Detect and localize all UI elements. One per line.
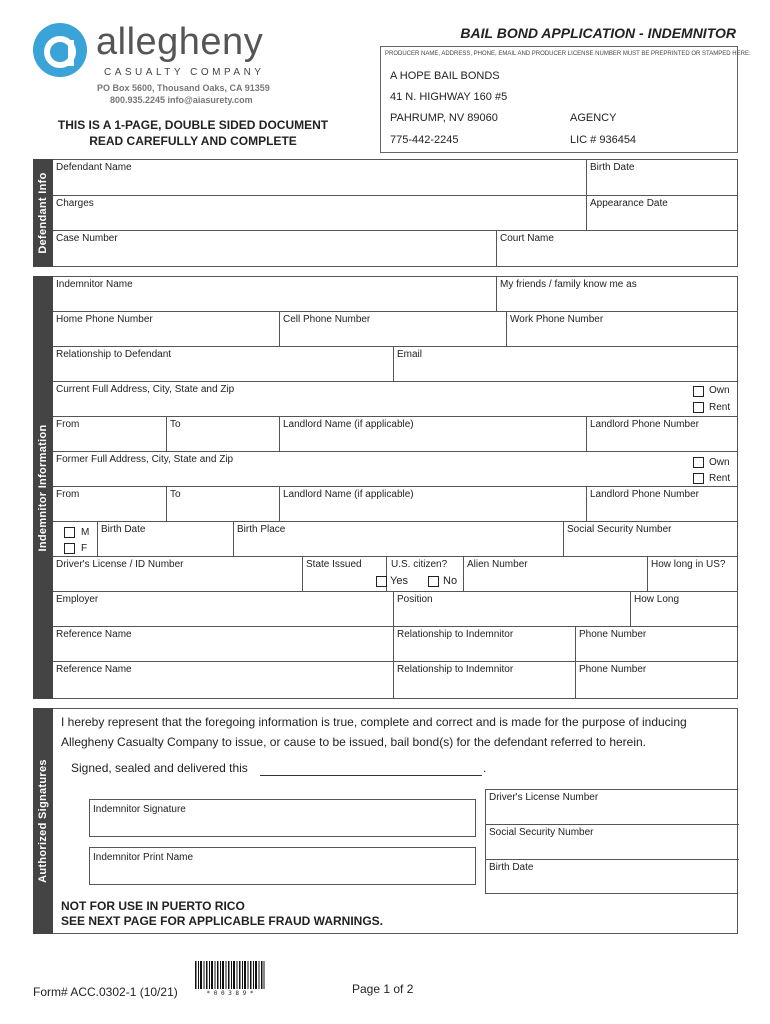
producer-street: 41 N. HIGHWAY 160 #5 [390, 91, 508, 103]
sig-ssn-field[interactable] [486, 825, 739, 860]
indemnitor-print-name-box[interactable] [89, 847, 476, 885]
drivers-license-label: Driver's License / ID Number [56, 559, 184, 570]
us-citizen-label: U.S. citizen? [391, 559, 448, 570]
barcode [195, 961, 265, 989]
relationship-label: Relationship to Defendant [56, 349, 172, 360]
notice-line-2: READ CAREFULLY AND COMPLETE [89, 134, 297, 148]
former-landlord-phone-field[interactable] [587, 487, 738, 522]
work-phone-label: Work Phone Number [510, 314, 604, 325]
indemnitor-signature-label: Indemnitor Signature [93, 804, 186, 815]
state-issued-label: State Issued [306, 559, 362, 570]
former-rent-checkbox[interactable] [693, 473, 704, 484]
signed-date-line[interactable] [260, 775, 482, 776]
how-long-us-field[interactable] [648, 557, 738, 592]
indemnitor-signature-box[interactable] [89, 799, 476, 837]
alien-number-field[interactable] [464, 557, 648, 592]
aka-field[interactable] [497, 277, 738, 312]
defendant-section [53, 159, 738, 267]
sig-birth-date-label: Birth Date [489, 862, 534, 873]
sig-birth-date-field[interactable] [486, 860, 739, 895]
appearance-date-field[interactable] [587, 196, 738, 231]
sig-right-fields [485, 789, 738, 894]
sig-drivers-license-label: Driver's License Number [489, 792, 599, 803]
current-own-label: Own [709, 385, 730, 396]
sig-drivers-license-field[interactable] [486, 790, 739, 825]
indemnitor-birth-date-field[interactable] [98, 522, 234, 557]
cell-phone-label: Cell Phone Number [283, 314, 371, 325]
citizen-yes-checkbox[interactable] [376, 576, 387, 587]
home-phone-field[interactable] [53, 312, 280, 347]
defendant-birth-date-label: Birth Date [590, 162, 635, 173]
former-to-label: To [170, 489, 181, 500]
birth-place-label: Birth Place [237, 524, 286, 535]
current-from-field[interactable] [53, 417, 167, 452]
reference-name-1-field[interactable] [53, 627, 394, 662]
former-landlord-name-field[interactable] [280, 487, 587, 522]
reference-phone-1-field[interactable] [576, 627, 738, 662]
citizen-no-label: No [443, 575, 458, 587]
charges-field[interactable] [53, 196, 587, 231]
current-from-label: From [56, 419, 80, 430]
former-from-label: From [56, 489, 80, 500]
court-name-field[interactable] [497, 231, 738, 267]
position-label: Position [397, 594, 433, 605]
indemnitor-birth-date-label: Birth Date [101, 524, 146, 535]
producer-type: AGENCY [570, 112, 617, 124]
company-address: PO Box 5600, Thousand Oaks, CA 91359 [97, 83, 270, 93]
former-rent-label: Rent [709, 473, 731, 484]
allegheny-logo-mark [32, 22, 88, 78]
notice-line-1: THIS IS A 1-PAGE, DOUBLE SIDED DOCUMENT [57, 118, 329, 132]
male-checkbox[interactable] [64, 527, 75, 538]
aka-label: My friends / family know me as [500, 279, 637, 290]
state-issued-field[interactable] [303, 557, 387, 592]
reference-phone-2-field[interactable] [576, 662, 738, 699]
section-indemnitor-band [33, 276, 53, 699]
current-to-field[interactable] [167, 417, 280, 452]
employer-field[interactable] [53, 592, 394, 627]
former-address-field[interactable] [53, 452, 738, 487]
citizen-no-checkbox[interactable] [428, 576, 439, 587]
defendant-name-label: Defendant Name [56, 162, 132, 173]
female-label: F [81, 543, 88, 554]
current-address-field[interactable] [53, 382, 738, 417]
current-landlord-name-label: Landlord Name (if applicable) [283, 419, 414, 430]
producer-license: LIC # 936454 [570, 134, 637, 146]
current-to-label: To [170, 419, 181, 430]
former-address-label: Former Full Address, City, State and Zip [56, 454, 234, 465]
current-landlord-name-field[interactable] [280, 417, 587, 452]
current-landlord-phone-label: Landlord Phone Number [590, 419, 699, 430]
section-indemnitor-label: Indemnitor Information [37, 424, 49, 551]
sig-ssn-label: Social Security Number [489, 827, 594, 838]
warning-puerto-rico: NOT FOR USE IN PUERTO RICO [61, 899, 245, 913]
work-phone-field[interactable] [507, 312, 738, 347]
logo-brand: allegheny [96, 21, 264, 63]
birth-place-field[interactable] [234, 522, 564, 557]
charges-label: Charges [56, 198, 94, 209]
court-name-label: Court Name [500, 233, 554, 244]
section-signatures-label: Authorized Signatures [37, 759, 49, 883]
producer-phone: 775-442-2245 [390, 134, 459, 146]
page-number: Page 1 of 2 [352, 982, 414, 996]
employer-label: Employer [56, 594, 99, 605]
how-long-field[interactable] [631, 592, 738, 627]
email-label: Email [397, 349, 423, 360]
former-to-field[interactable] [167, 487, 280, 522]
reference-name-1-label: Reference Name [56, 629, 132, 640]
reference-relationship-2-field[interactable] [394, 662, 576, 699]
producer-note: PRODUCER NAME, ADDRESS, PHONE, EMAIL AND PRODUCER LICENSE NUMBER MUST BE PREPRINTED OR STAMPED HERE: [385, 51, 751, 57]
logo-subtitle: CASUALTY COMPANY [104, 67, 265, 78]
barcode-text: * 0 0 3 8 9 * [206, 990, 254, 997]
case-number-label: Case Number [56, 233, 118, 244]
reference-name-2-field[interactable] [53, 662, 394, 699]
reference-phone-2-label: Phone Number [579, 664, 647, 675]
reference-relationship-2-label: Relationship to Indemnitor [397, 664, 514, 675]
defendant-name-field[interactable] [53, 160, 587, 196]
company-contact: 800.935.2245 info@aiasurety.com [110, 95, 253, 105]
how-long-label: How Long [634, 594, 680, 605]
us-citizen-field [387, 557, 464, 592]
warning-fraud: SEE NEXT PAGE FOR APPLICABLE FRAUD WARNINGS. [61, 914, 384, 928]
email-field[interactable] [394, 347, 738, 382]
reference-name-2-label: Reference Name [56, 664, 132, 675]
case-number-field[interactable] [53, 231, 497, 267]
representation-statement: I hereby represent that the foregoing information is true, complete and correct and is made for the purpose of inducing Allegheny Casualty Company to issue, or cause to be issued, bail bond(s) for the defendant referred to herein. [61, 715, 687, 749]
form-number: Form# ACC.0302-1 (10/21) [33, 985, 178, 999]
current-own-checkbox[interactable] [693, 386, 704, 397]
section-defendant-label: Defendant Info [37, 172, 49, 254]
cell-phone-field[interactable] [280, 312, 507, 347]
current-address-label: Current Full Address, City, State and Zip [56, 384, 235, 395]
former-landlord-phone-label: Landlord Phone Number [590, 489, 699, 500]
former-from-field[interactable] [53, 487, 167, 522]
alien-number-label: Alien Number [467, 559, 528, 570]
current-rent-label: Rent [709, 402, 731, 413]
how-long-us-label: How long in US? [651, 559, 726, 570]
section-defendant-band [33, 159, 53, 267]
producer-name: A HOPE BAIL BONDS [390, 70, 500, 82]
female-checkbox[interactable] [64, 543, 75, 554]
home-phone-label: Home Phone Number [56, 314, 153, 325]
signed-period: . [483, 761, 487, 775]
gender-field [53, 522, 98, 557]
reference-relationship-1-label: Relationship to Indemnitor [397, 629, 514, 640]
defendant-birth-date-field[interactable] [587, 160, 738, 196]
signed-label: Signed, sealed and delivered this [71, 761, 248, 775]
current-landlord-phone-field[interactable] [587, 417, 738, 452]
former-own-label: Own [709, 457, 730, 468]
indemnitor-print-name-label: Indemnitor Print Name [93, 852, 194, 863]
drivers-license-field[interactable] [53, 557, 303, 592]
former-own-checkbox[interactable] [693, 457, 704, 468]
indemnitor-name-field[interactable] [53, 277, 497, 312]
reference-relationship-1-field[interactable] [394, 627, 576, 662]
position-field[interactable] [394, 592, 631, 627]
relationship-field[interactable] [53, 347, 394, 382]
form-title: BAIL BOND APPLICATION - INDEMNITOR [460, 25, 736, 41]
reference-phone-1-label: Phone Number [579, 629, 647, 640]
current-rent-checkbox[interactable] [693, 402, 704, 413]
male-label: M [81, 527, 90, 538]
producer-city: PAHRUMP, NV 89060 [390, 112, 498, 124]
indemnitor-ssn-field[interactable] [564, 522, 738, 557]
appearance-date-label: Appearance Date [590, 198, 668, 209]
citizen-yes-label: Yes [390, 575, 408, 587]
indemnitor-section [53, 276, 738, 699]
indemnitor-name-label: Indemnitor Name [56, 279, 133, 290]
indemnitor-ssn-label: Social Security Number [567, 524, 672, 535]
signatures-section [53, 708, 738, 934]
former-landlord-name-label: Landlord Name (if applicable) [283, 489, 414, 500]
section-signatures-band [33, 708, 53, 934]
